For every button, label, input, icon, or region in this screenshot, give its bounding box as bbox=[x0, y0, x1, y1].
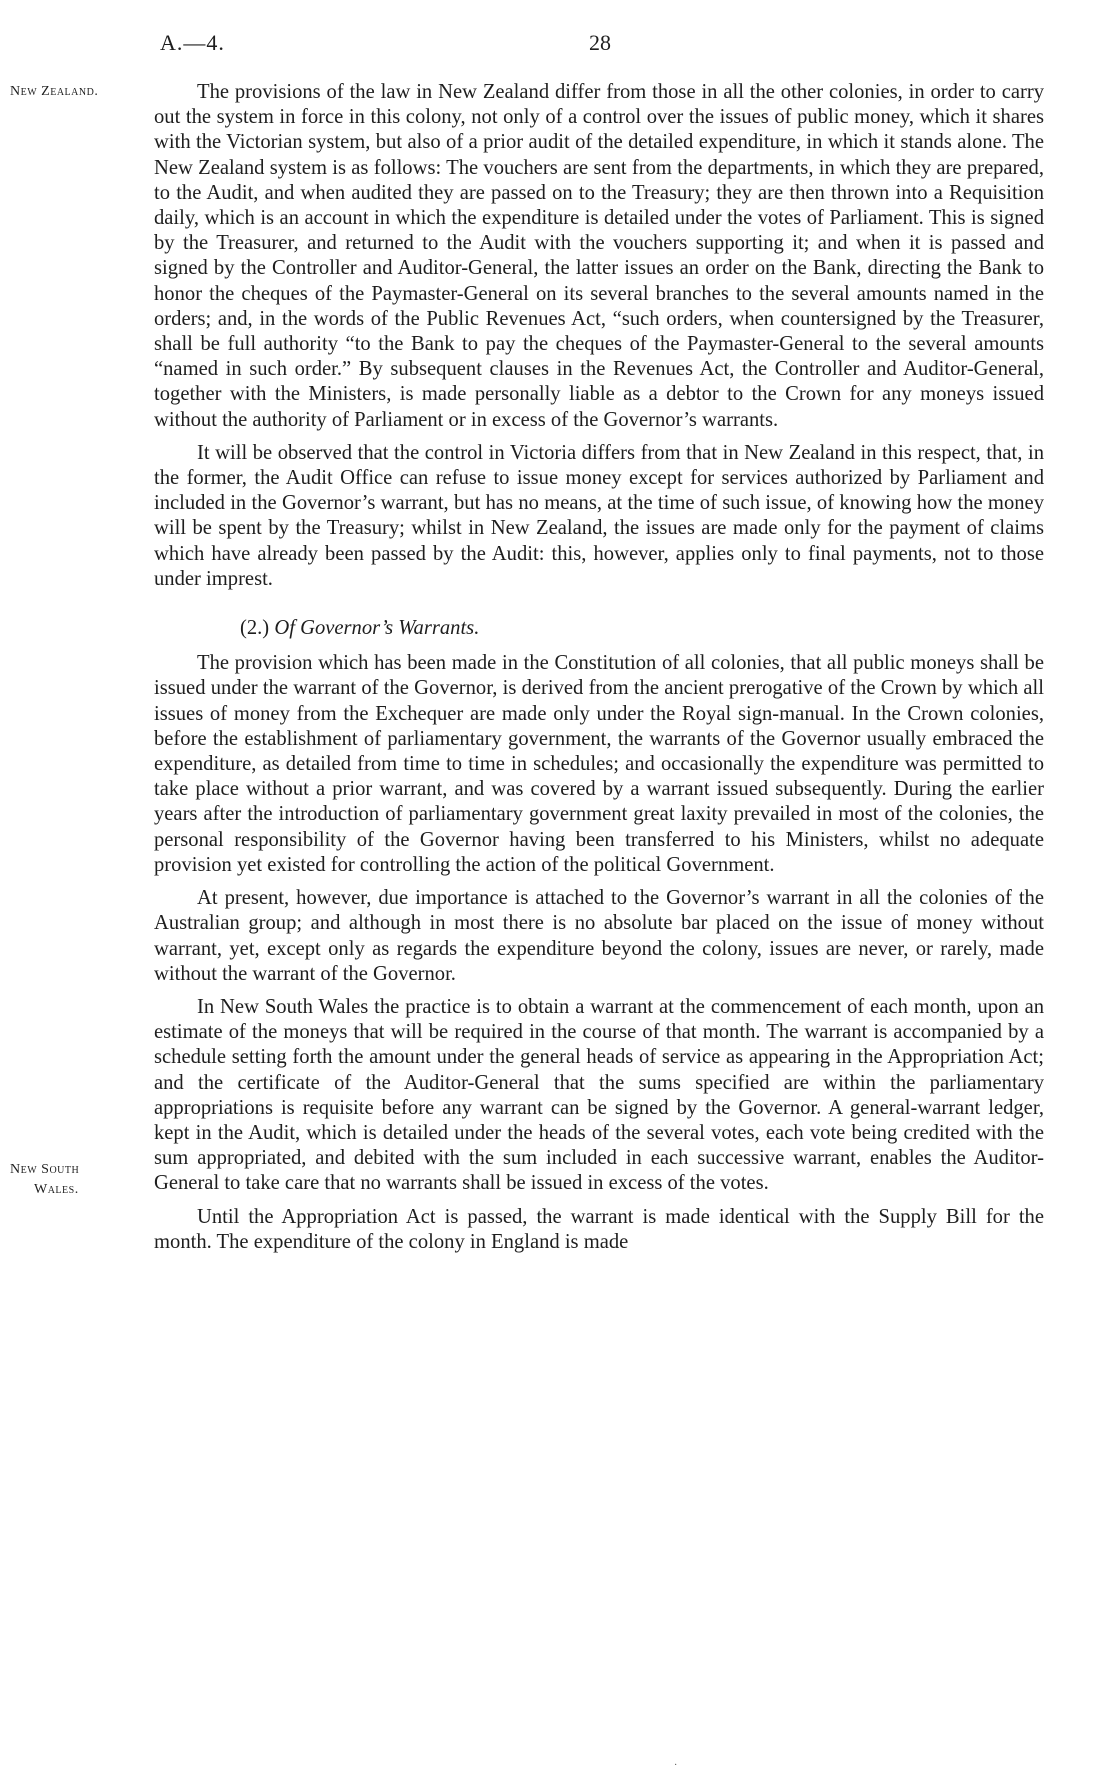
page-footer-mark: · bbox=[674, 1760, 678, 1771]
section-title: Of Governor’s Warrants. bbox=[274, 617, 480, 640]
margin-note-new-zealand-text: New Zealand. bbox=[10, 84, 99, 99]
page-number: 28 bbox=[589, 30, 611, 55]
paragraph-victoria-comparison: It will be observed that the control in Victoria differs from that in New Zealand in this respect, that, in the former, the Audit Office can refuse to issue money except for services authorized by Parliament and included in the Governor’s warrant, but has no means, at the time of such issue, of knowing how the money will be spent by the Treasury; whilst in New Zealand, the issues are made only for the payment of claims which have already been passed by the Audit: this, however, applies only to final payments, not to those under imprest. bbox=[154, 441, 1044, 590]
document-reference: A.—4. bbox=[160, 30, 225, 55]
margin-note-nsw-line1: New South bbox=[10, 1162, 80, 1177]
margin-note-new-zealand bbox=[10, 82, 160, 102]
section-number: (2.) bbox=[240, 617, 270, 640]
section-heading bbox=[154, 616, 1044, 641]
paragraph-new-south-wales: In New South Wales the practice is to obtain a warrant at the commencement of each month, upon an estimate of the moneys that will be required in the course of that month. The warrant is accompanied by a schedule setting forth the amount under the general heads of service as appearing in the Appropriation Act; and the certificate of the Auditor-General that the sums specified are within the parliamentary appropriations is requisite before any warrant can be signed by the Governor. A general-warrant ledger, kept in the Audit, which is detailed under the heads of the several votes, each vote being credited with the sum appropriated, and debited with the sum included in each successive warrant, enables the Auditor-General to take care that no warrants shall be issued in excess of the votes. bbox=[154, 995, 1044, 1195]
paragraph-present-practice: At present, however, due importance is attached to the Governor’s warrant in all the colonies of the Australian group; and although in most there is no absolute bar placed on the issue of money without warrant, yet, except only as regards the expenditure beyond the colony, issues are never, or rarely, made without the warrant of the Governor. bbox=[154, 887, 1044, 985]
margin-note-nsw-line2: Wales. bbox=[34, 1182, 79, 1197]
paragraph-appropriation-act: Until the Appropriation Act is passed, the warrant is made identical with the Supply Bill for the month. The expenditure of the colony in England is made bbox=[154, 1205, 1044, 1253]
paragraph-constitution-provision: The provision which has been made in the Constitution of all colonies, that all public moneys shall be issued under the warrant of the Governor, is derived from the ancient prerogative of the Crown by which all issues of money from the Exchequer are made only under the Royal sign-manual. In the Crown colonies, before the establishment of parliamentary government, the warrants of the Governor usually embraced the expenditure, as detailed from time to time in schedules; and occasionally the expenditure was permitted to take place without a prior warrant, and was covered by a warrant issued subsequently. During the earlier years after the introduction of parliamentary government great laxity prevailed in most of the colonies, the personal responsibility of the Governor having been transferred to his Ministers, whilst no adequate provision yet existed for controlling the action of the political Government. bbox=[154, 652, 1044, 876]
body-text bbox=[154, 80, 1044, 1263]
paragraph-new-zealand-provisions: The provisions of the law in New Zealand differ from those in all the other colonies, in order to carry out the system in force in this colony, not only of a control over the issues of public money, which it shares with the Victorian system, but also of a prior audit of the detailed expenditure, in which it stands alone. The New Zealand system is as follows: The vouchers are sent from the departments, in which they are prepared, to the Audit, and when audited they are passed on to the Treasury; they are then thrown into a Requisition daily, which is an account in which the expenditure is detailed under the votes of Parliament. This is signed by the Treasurer, and returned to the Audit with the vouchers supporting it; and when it is passed and signed by the Controller and Auditor-General, the latter issues an order on the Bank, directing the Bank to honor the cheques of the Paymaster-General on its several branches to the several amounts named in the orders; and, in the words of the Public Revenues Act, “such orders, when countersigned by the Treasurer, shall be full authority “to the Bank to pay the cheques of the Paymaster-General to the several amounts “named in such order.” By subsequent clauses in the Revenues Act, the Controller and Auditor-General, together with the Ministers, is made personally liable as a debtor to the Crown for any moneys issued without the authority of Parliament or in excess of the Governor’s warrants. bbox=[154, 81, 1044, 431]
margin-note-new-south-wales bbox=[10, 1160, 160, 1200]
